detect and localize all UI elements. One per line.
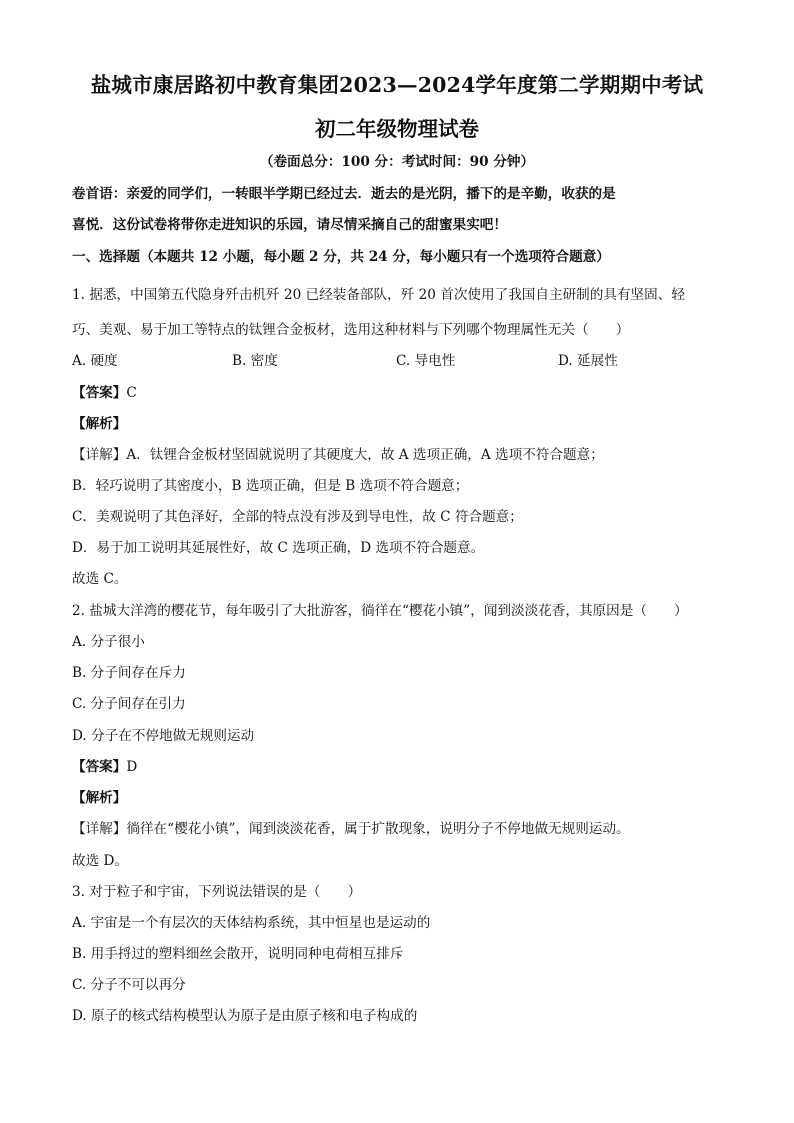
q1-conclusion: 故选 C。 <box>72 571 128 587</box>
q1-option-a: A. 硬度 <box>72 353 118 369</box>
q3-option-d: D. 原子的核式结构模型认为原子是由原子核和电子构成的 <box>72 1008 418 1024</box>
q1-detail-line-3: C．美观说明了其色泽好，全部的特点没有涉及到导电性，故 C 符合题意； <box>72 509 523 525</box>
q1-detail-line-2: B．轻巧说明了其密度小，B 选项正确，但是 B 选项不符合题意； <box>72 478 469 494</box>
q2-option-a: A. 分子很小 <box>72 634 145 650</box>
q1-answer <box>72 381 137 401</box>
q2-stem: 2. 盐城大洋湾的樱花节，每年吸引了大批游客，徜徉在“樱花小镇”，闻到淡淡花香，其原因是（ ） <box>72 603 688 619</box>
q3-option-a: A. 宇宙是一个有层次的天体结构系统，其中恒星也是运动的 <box>72 915 431 931</box>
q3-option-b: B. 用手捋过的塑料细丝会散开，说明同种电荷相互排斥 <box>72 946 404 962</box>
exam-info: （卷面总分：100 分：考试时间：90 分钟） <box>259 154 535 170</box>
q2-analysis-tag <box>72 786 126 806</box>
answer-value: D <box>126 759 138 775</box>
preface-line-1: 卷首语：亲爱的同学们，一转眼半学期已经过去．逝去的是光阴，播下的是辛勤，收获的是 <box>72 186 616 202</box>
q1-stem-line-1: 1. 据悉，中国第五代隐身歼击机歼 20 已经装备部队，歼 20 首次使用了我国自主研制的具有坚固、轻 <box>72 287 685 303</box>
answer-tag: 【答案】 <box>72 385 127 401</box>
q1-option-d: D. 延展性 <box>558 353 618 369</box>
answer-value: C <box>126 385 137 401</box>
q3-stem: 3. 对于粒子和宇宙，下列说法错误的是（ ） <box>72 884 362 900</box>
q1-option-b: B. 密度 <box>232 353 278 369</box>
q2-option-c: C. 分子间存在引力 <box>72 696 186 712</box>
analysis-tag: 【解析】 <box>72 416 127 432</box>
q1-option-c: C. 导电性 <box>396 353 456 369</box>
q1-analysis-tag <box>72 412 126 432</box>
q1-stem-line-2: 巧、美观、易于加工等特点的钛锂合金板材，选用这种材料与下列哪个物理属性无关（ ） <box>72 322 630 338</box>
q1-detail-line-1: 【详解】A．钛锂合金板材坚固就说明了其硬度大，故 A 选项正确，A 选项不符合题意； <box>72 447 604 463</box>
q2-option-d: D. 分子在不停地做无规则运动 <box>72 728 255 744</box>
q3-option-c: C. 分子不可以再分 <box>72 977 186 993</box>
q2-conclusion: 故选 D。 <box>72 853 129 869</box>
q2-detail: 【详解】徜徉在“樱花小镇”，闻到淡淡花香，属于扩散现象，说明分子不停地做无规则运动。 <box>72 821 630 837</box>
preface-line-2: 喜悦．这份试卷将带你走进知识的乐园，请尽情采摘自己的甜蜜果实吧！ <box>72 217 507 233</box>
answer-tag: 【答案】 <box>72 759 127 775</box>
analysis-tag: 【解析】 <box>72 790 127 806</box>
exam-title: 盐城市康居路初中教育集团2023—2024学年度第二学期期中考试 <box>90 73 704 97</box>
q2-answer <box>72 755 137 775</box>
q2-option-b: B. 分子间存在斥力 <box>72 665 186 681</box>
q1-detail-line-4: D．易于加工说明其延展性好，故 C 选项正确，D 选项不符合题意。 <box>72 540 485 556</box>
exam-subtitle: 初二年级物理试卷 <box>315 117 479 141</box>
section-heading-choice: 一、选择题（本题共 12 小题，每小题 2 分，共 24 分，每小题只有一个选项符合题意） <box>72 249 610 265</box>
